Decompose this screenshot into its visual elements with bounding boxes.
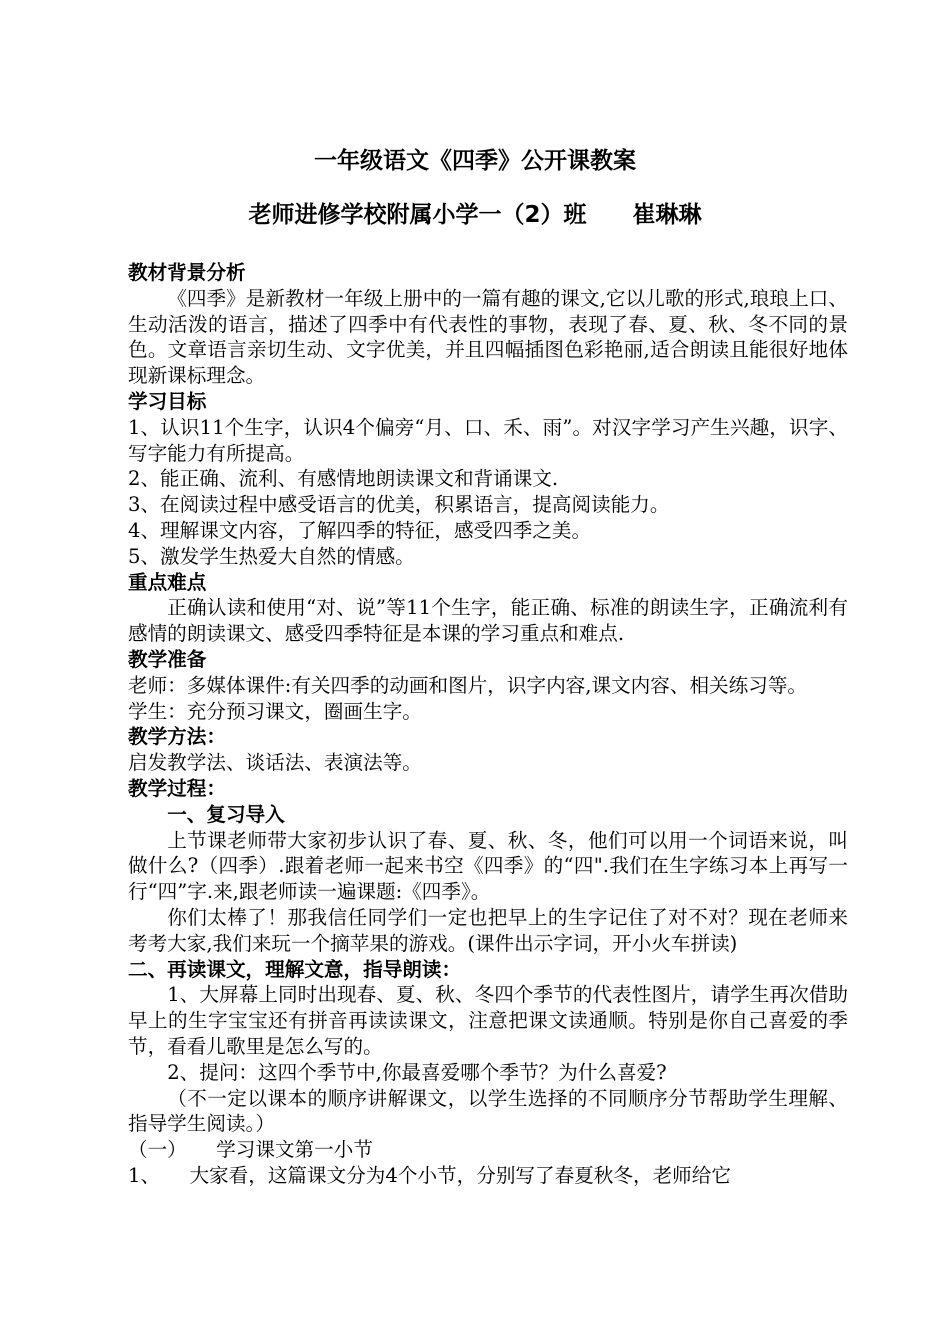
goal-item: 4、理解课文内容，了解四季的特征，感受四季之美。 [128,518,592,542]
paragraph-key-points: 正确认读和使用“对、说”等11个生字，能正确、标准的朗读生字，正确流利有感情的朗读课文、感受四季特征是本课的学习重点和难点. [128,596,848,646]
subsection-heading-first-stanza: （一） 学习课文第一小节 [128,1138,373,1162]
paragraph-prep-student: 学生：充分预习课文，圈画生字。 [128,699,422,723]
step-heading-review: 一、复习导入 [167,802,285,826]
goal-item: 2、能正确、流利、有感情地朗读课文和背诵课文. [128,467,559,491]
paragraph-review-2: 你们太棒了！那我信任同学们一定也把早上的生字记住了对不对？现在老师来考考大家,我们来玩一个摘苹果的游戏。(课件出示字词，开小火车拼读) [128,905,848,955]
document-subtitle: 老师进修学校附属小学一（2）班 崔琳琳 [248,202,702,228]
step-heading-reread: 二、再读课文，理解文意，指导朗读： [128,957,462,981]
paragraph-prep-teacher: 老师：多媒体课件:有关四季的动画和图片，识字内容,课文内容、相关练习等。 [128,673,808,697]
paragraph-method: 启发教学法、谈话法、表演法等。 [128,751,422,775]
section-heading-method: 教学方法： [128,725,226,749]
document-body [128,260,848,1189]
paragraph-reread-2: 2、提问：这四个季节中,你最喜爱哪个季节？为什么喜爱? [167,1060,667,1084]
goal-item: 5、激发学生热爱大自然的情感。 [128,544,415,568]
section-heading-preparation: 教学准备 [128,647,207,671]
list-item: 1、 大家看，这篇课文分为4个小节，分别写了春夏秋冬，老师给它 [128,1163,731,1187]
goal-item: 1、认识11个生字，认识4个偏旁“月、口、禾、雨”。对汉字学习产生兴趣，识字、写字能力有所提高。 [128,415,848,465]
goal-item: 3、在阅读过程中感受语言的优美，积累语言，提高阅读能力。 [128,493,670,517]
section-heading-goals: 学习目标 [128,389,207,413]
section-heading-process: 教学过程： [128,776,226,800]
section-heading-key-points: 重点难点 [128,570,207,594]
section-heading-background: 教材背景分析 [128,261,246,284]
paragraph-background: 《四季》是新教材一年级上册中的一篇有趣的课文,它以儿歌的形式,琅琅上口、生动活泼的语言，描述了四季中有代表性的事物，表现了春、夏、秋、冬不同的景色。文章语言亲切生动、文字优美，并且四幅插图色彩艳丽,适合朗读且能很好地体现新课标理念。 [128,286,848,388]
document-title: 一年级语文《四季》公开课教案 [314,148,636,174]
paragraph-reread-3: （不一定以课本的顺序讲解课文，以学生选择的不同顺序分节帮助学生理解、指导学生阅读。） [128,1086,848,1136]
paragraph-review-1: 上节课老师带大家初步认识了春、夏、秋、冬，他们可以用一个词语来说，叫做什么?（四季）.跟着老师一起来书空《四季》的“四".我们在生字练习本上再写一行“四”字.来,跟老师读一遍课题:《四季》。 [128,828,848,904]
paragraph-reread-1: 1、大屏幕上同时出现春、夏、秋、冬四个季节的代表性图片，请学生再次借助早上的生字宝宝还有拼音再读读课文，注意把课文读通顺。特别是你自己喜爱的季节，看看儿歌里是怎么写的。 [128,983,848,1058]
